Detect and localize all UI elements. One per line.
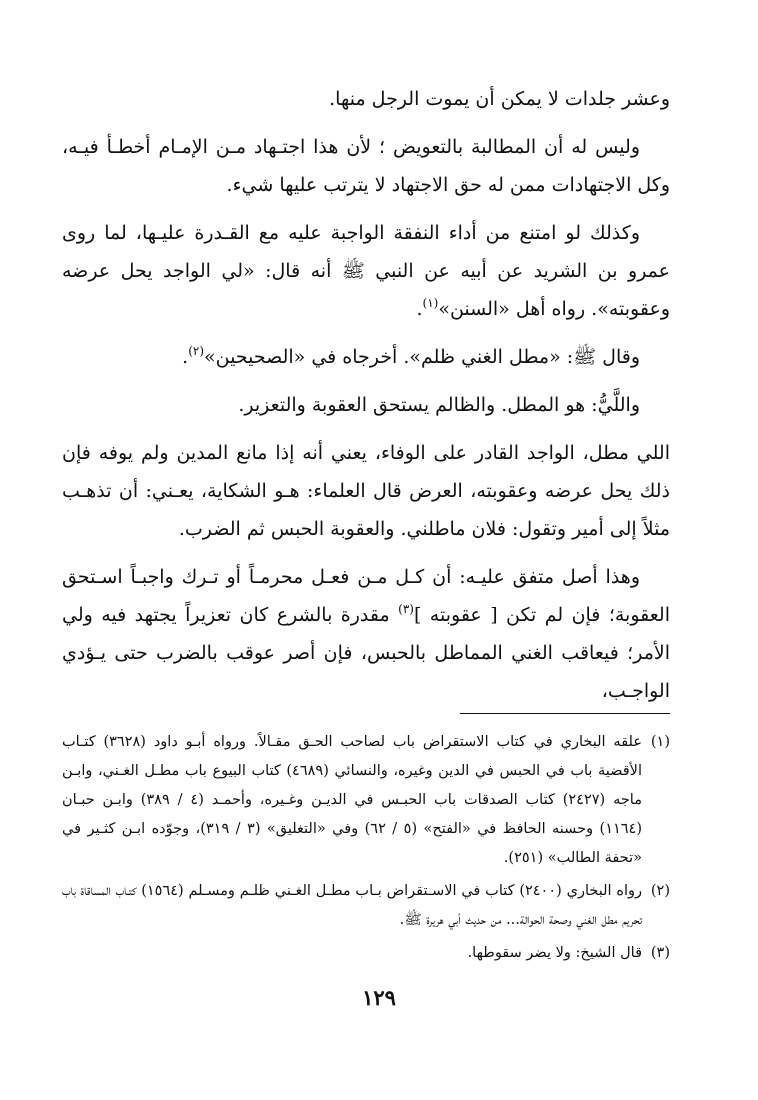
paragraph-7-text-a: وهذا أصل متفق عليـه: أن كـل مـن فعـل محرمـاً أو تـرك واجبـاً اسـتحق العقوبة؛ فإن لم تكن [ عقوبته ] [62, 566, 670, 626]
paragraph-6-text: اللي مطل، الواجد القادر على الوفاء، يعني أنه إذا مانع المدين ولم يوفه فإن ذلك يحل عرضه وعقوبته، العرض قال العلماء: هـو الشكاية، يعـني: أن تذهـب مثلاً إلى أمير وتقول: فلان ماطلني. والعقوبة الحبس ثم الضرب. [62, 442, 670, 540]
footnote-1-number: (١) [650, 734, 670, 750]
footnote-3-number: (٣) [650, 945, 670, 961]
paragraph-3 [62, 214, 670, 328]
footnote-2-text: رواه البخاري (٢٤٠٠) كتاب في الاسـتقراض بـاب مطـل الغـني ظلـم ومسـلم (١٥٦٤) كتـاب المساقاة باب تحريم مطل الغني وصحة الحوالة... من حديث أبي هريرة ﷺ. [62, 883, 642, 928]
paragraph-5 [102, 386, 670, 424]
paragraph-5-text: واللَّيُّ: هو المطل. والظالم يستحق العقوبة والتعزير. [238, 394, 640, 416]
paragraph-3-end: . [416, 298, 423, 320]
paragraph-7 [62, 558, 670, 710]
footnote-ref-2[interactable]: (٢) [188, 344, 205, 358]
footnote-2 [62, 877, 670, 935]
footnotes [62, 728, 670, 968]
page-number: ١٢٩ [362, 985, 396, 1010]
paragraph-6 [62, 434, 670, 548]
paragraph-2-text: وليس له أن المطالبة بالتعويض ؛ لأن هذا اجتـهاد مـن الإمـام أخطـأ فيـه، وكل الاجتهادات ممن له حق الاجتهاد لا يترتب عليها شيء. [62, 136, 670, 196]
footnote-ref-3[interactable]: (٣) [398, 602, 414, 616]
footnote-1 [62, 728, 670, 873]
footnote-3-text: قال الشيخ: ولا يضر سقوطها. [467, 945, 642, 961]
paragraph-2 [62, 128, 670, 204]
paragraph-4 [102, 338, 670, 376]
footnote-ref-1[interactable]: (١) [422, 296, 439, 310]
footnote-3 [62, 939, 670, 968]
footnote-2-number: (٢) [650, 883, 670, 899]
main-text [0, 80, 758, 710]
paragraph-1 [102, 80, 670, 118]
paragraph-7-text-b: مقدرة بالشرع كان تعزيراً يجتهد فيه ولي الأمر؛ فيعاقب الغني المماطل بالحبس، فإن أصر عوقب بالضرب حتى يـؤدي الواجـب، [62, 604, 670, 702]
paragraph-3-text: وكذلك لو امتنع من أداء النفقة الواجبة عليه مع القـدرة عليـها، لما روى عمرو بن الشريد عن أبيه عن النبي ﷺ أنه قال: «لي الواجد يحل عرضه وعقوبته». رواه أهل «السنن» [62, 222, 670, 320]
footnote-separator [460, 713, 670, 714]
footnote-1-text: علقه البخاري في كتاب الاستقراض باب لصاحب الحـق مقـالاً. ورواه أبـو داود (٣٦٢٨) كتـاب الأقضية باب في الحبس في الدين وغيره، والنسائي (٤٦٨٩) كتاب البيوع باب مطـل الغـني، وابـن ماجه (٢٤٢٧) كتاب الصدقات باب الحبـس في الديـن وغـيره، وأحمـد (٤ / ٣٨٩) وابـن حبـان (١١٦٤) وحسنه الحافظ في «الفتح» (٥ / ٦٢) وفي «التغليق» (٣ / ٣١٩)، وجوّده ابـن كثـير في «تحفة الطالب» (٢٥١). [62, 734, 643, 866]
paragraph-1-text: وعشر جلدات لا يمكن أن يموت الرجل منها. [329, 88, 670, 110]
paragraph-4-text: وقال ﷺ: «مطل الغني ظلم». أخرجاه في «الصحيحين» [204, 346, 640, 368]
paragraph-4-end: . [182, 346, 189, 368]
